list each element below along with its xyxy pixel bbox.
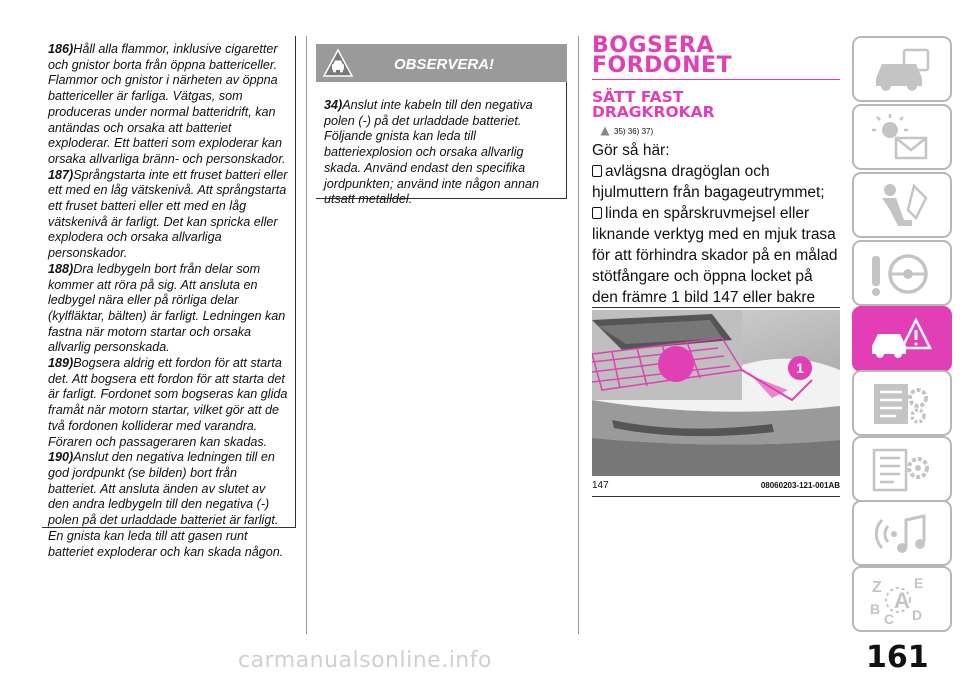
tab-car-dashboard[interactable] [852, 36, 952, 102]
title-rule [592, 79, 840, 80]
warning-triangle-icon [600, 126, 610, 136]
tab-multimedia[interactable] [852, 500, 952, 566]
note-34: 34)Anslut inte kabeln till den negativa polen (-) på det urladdade batteriet. Följande gnista kan leda till batteriexplosion och orsaka allvarlig skada. Använd endast den specifika jordpunkten; använd inte någon annan utsatt metalldel. [324, 98, 539, 207]
index-icon [868, 574, 932, 626]
warning-lights-icon [868, 112, 932, 164]
tab-warning-lights[interactable] [852, 104, 952, 170]
front-bumper-photo [592, 310, 840, 476]
figure-bottom-rule [592, 496, 840, 497]
step-item: avlägsna dragöglan och hjulmuttern från bagageutrymmet; [592, 163, 825, 201]
site-watermark: carmanualsonline.info [238, 648, 492, 673]
checkbox-bullet-icon [592, 207, 602, 219]
warning-186: 186)Håll alla flammor, inklusive cigaretter och gnistor borta från öppna battericeller. Flammor och gnistor i närheten av öppna battericeller är farliga. Vätgas, som produceras under normal batteridrift, kan antändas och orsaka att batteriet exploderar. Ett batteri som exploderar kan orsaka allvarliga bränn- och personskador. [48, 42, 286, 166]
column-divider [578, 36, 579, 634]
car-dashboard-icon [868, 44, 932, 96]
checkbox-bullet-icon [592, 165, 602, 177]
figure-top-rule [592, 307, 840, 308]
svg-text:E: E [914, 575, 924, 591]
step-item: linda en spårskruvmejsel eller liknande verktyg med en mjuk trasa för att förhindra skador på en målad stötfångare och öppna locket på den främre 1 bild 147 eller bakre [592, 205, 838, 306]
warning-190: 190)Anslut den negativa ledningen till en god jordpunkt (se bilden) bort från batteriet. Att ansluta änden av slutet av den andra ledbygeln till den negativa (-) polen på det urladdade batteriet är farligt. En gnista kan leda till att gasen runt batteriet exploderar och kan skada någon. [48, 450, 284, 559]
callout-number: 1 [796, 360, 804, 376]
figure-code: 08060203-121-001AB [760, 481, 840, 490]
tab-technical-data[interactable] [852, 436, 952, 502]
figure-number: 147 [592, 480, 609, 491]
warnings-box [42, 36, 296, 559]
tab-index[interactable] [852, 566, 952, 632]
maintenance-icon [868, 378, 932, 430]
breakdown-icon [868, 314, 932, 366]
observera-header [316, 44, 567, 82]
multimedia-icon [868, 508, 932, 560]
page-number: 161 [866, 640, 929, 675]
observera-box [316, 82, 567, 207]
intro-text: Gör så här: [592, 142, 670, 159]
seat-airbag-icon [868, 180, 932, 232]
technical-data-icon [868, 444, 932, 496]
tab-steering-key[interactable] [852, 240, 952, 306]
svg-text:Z: Z [872, 579, 882, 596]
steering-key-icon [868, 248, 932, 300]
tab-seat-airbag[interactable] [852, 172, 952, 238]
svg-text:D: D [912, 607, 923, 623]
observera-title: OBSERVERA! [394, 56, 495, 73]
column-divider [306, 36, 307, 634]
tab-maintenance[interactable] [852, 370, 952, 436]
note-references: 35) 36) 37) [600, 126, 840, 136]
svg-text:A: A [894, 588, 910, 613]
section-title: BOGSERA FORDONET [592, 33, 733, 78]
towing-section [592, 33, 840, 329]
instructions [592, 140, 840, 329]
svg-text:B: B [870, 601, 881, 617]
warning-187: 187)Språngstarta inte ett fruset batteri eller ett med en låg vätskenivå. Att språngstarta ett fruset batteri eller ett med en låg vätskenivå är farligt. Det kan spricka eller explodera och orsaka allvarliga personskador. [48, 167, 288, 261]
warning-188: 188)Dra ledbygeln bort från delar som kommer att röra på sig. Att ansluta en ledbygel nära eller på rörliga delar (kylfläktar, bälten) är farligt. Ledningen kan fastna när motorn startar och orsaka allvarlig personskada. [48, 261, 286, 355]
warning-189: 189)Bogsera aldrig ett fordon för att starta det. Att bogsera ett fordon för att starta det är farligt. Fordonet som bogseras kan glida framåt när motorn startar, vilket gör att de två fordonen kolliderar med varandra. Föraren och passageraren kan skadas. [48, 356, 288, 449]
section-subtitle: SÄTT FAST DRAGKROKAR [592, 88, 715, 121]
svg-text:C: C [884, 611, 895, 626]
tab-breakdown[interactable] [852, 306, 952, 372]
car-warning-icon [322, 47, 354, 79]
